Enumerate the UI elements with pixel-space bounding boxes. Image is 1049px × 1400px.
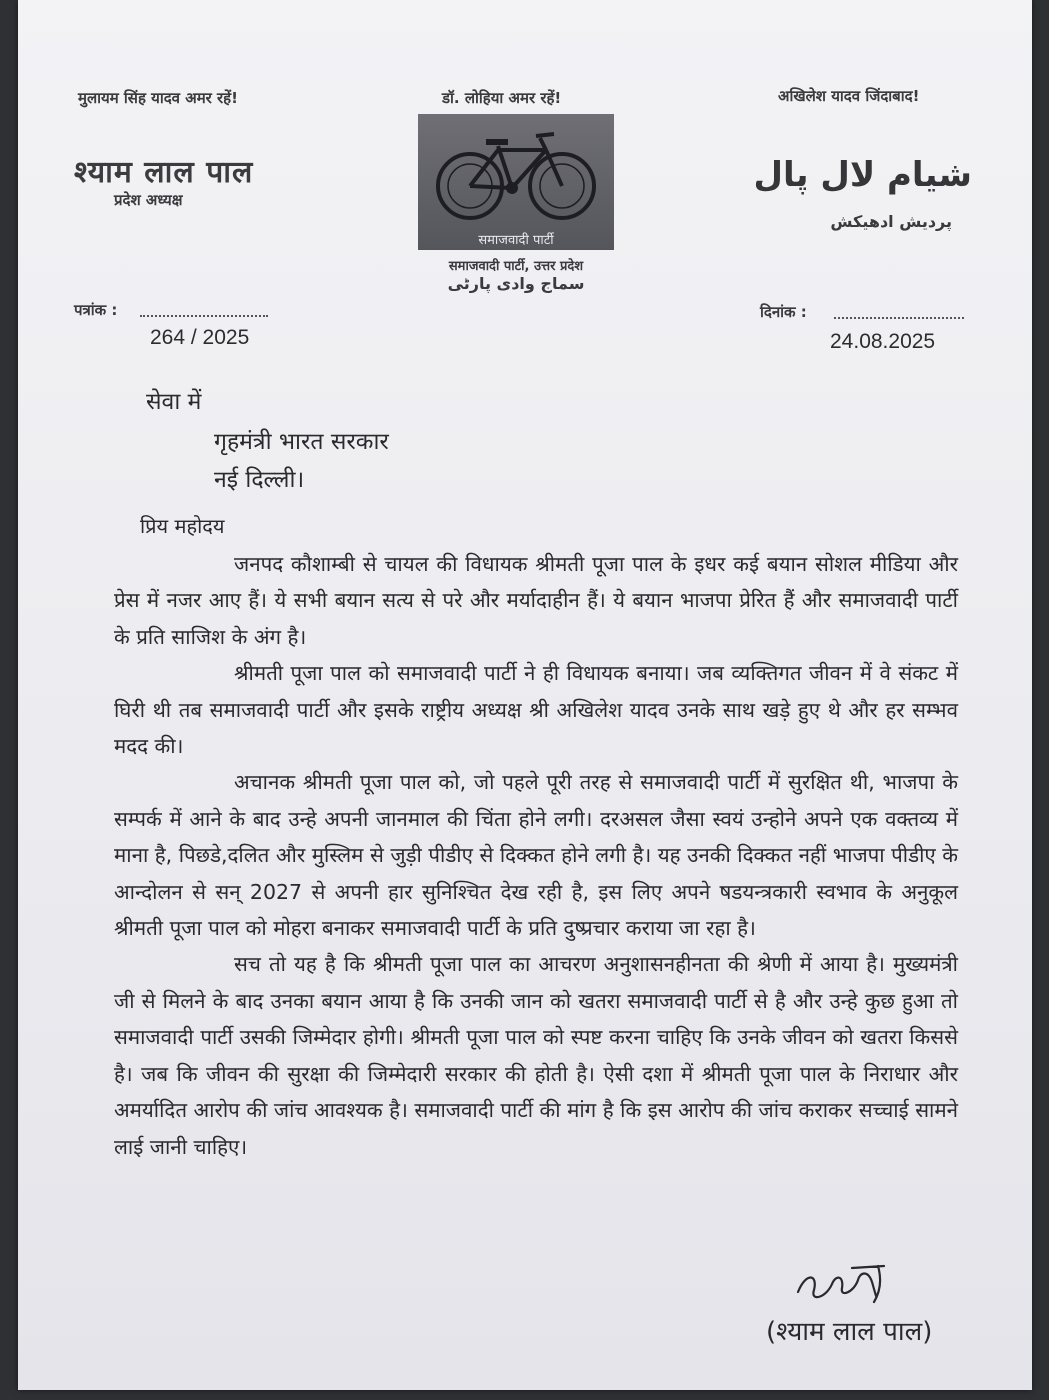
letter-body [114,546,958,1165]
party-name-hindi: समाजवादी पार्टी, उत्तर प्रदेश [448,259,584,274]
paragraph-2: श्रीमती पूजा पाल को समाजवादी पार्टी ने ही विधायक बनाया। जब व्यक्तिगत जीवन में वे संकट में घिरी थी तब समाजवादी पार्टी और इसके राष्ट्रीय अध्यक्ष श्री अखिलेश यादव उनके साथ खड़े हुए थे और हर सम्भव मदद की। [114,661,958,759]
sender-name-urdu: شیام لال پال [753,155,972,195]
ref-label: पत्रांक : [74,301,118,319]
signature-scribble [788,1262,908,1312]
paragraph-1: जनपद कौशाम्बी से चायल की विधायक श्रीमती पूजा पाल के इधर कई बयान सोशल मीडिया और प्रेस में नजर आए हैं। ये सभी बयान सत्य से परे और मर्यादाहीन हैं। ये बयान भाजपा प्रेरित हैं और समाजवादी पार्टी के प्रति साजिश के अंग है। [114,552,958,649]
party-logo [418,114,614,250]
logo-caption: समाजवादी पार्टी [478,233,554,248]
date-value: 24.08.2025 [830,330,936,353]
ref-number: 264 / 2025 [150,326,250,349]
paragraph-4: सच तो यह है कि श्रीमती पूजा पाल का आचरण अनुशासनहीनता की श्रेणी में आया है। मुख्यमंत्री जी से मिलने के बाद उनका बयान आया है कि उनकी जान को खतरा समाजवादी पार्टी से है और उन्हे कुछ हुआ तो समाजवादी पार्टी उसकी जिम्मेदार होगी। श्रीमती पूजा पाल को स्पष्ट करना चाहिए कि उनके जीवन को खतरा किससे है। जब कि जीवन की सुरक्षा की जिम्मेदारी सरकार की होती है। ऐसी दशा में श्रीमती पूजा पाल के निराधार और अमर्यादित आरोप की जांच आवश्यक है। समाजवादी पार्टी की मांग है कि इस आरोप की जांच कराकर सच्चाई सामने लाई जानी चाहिए। [114,952,958,1159]
signatory-name: (श्याम लाल पाल) [766,1317,933,1347]
slogan-right: अखिलेश यादव जिंदाबाद! [778,87,920,105]
party-name-urdu: سماج وادی پارٹی [447,274,585,293]
address-to: सेवा में [146,389,202,415]
date-label: दिनांक : [760,303,807,321]
address-line-2: नई दिल्ली। [214,467,305,493]
paragraph-3: अचानक श्रीमती पूजा पाल को, जो पहले पूरी तरह से समाजवादी पार्टी में सुरक्षित थी, भाजपा के सम्पर्क में आने के बाद उन्हे अपनी जानमाल की चिंता होने लगी। दरअसल जैसा स्वयं उन्होने अपने एक वक्तव्य में माना है, पिछडे,दलित और मुस्लिम से जुड़ी पीडीए से दिक्कत होने लगी है। यह उनकी दिक्कत नहीं भाजपा पीडीए के आन्दोलन से सन् 2027 से अपनी हार सुनिश्चित देख रही है, इस लिए अपने षडयन्त्रकारी स्वभाव के अनुकूल श्रीमती पूजा पाल को मोहरा बनाकर समाजवादी पार्टी के प्रति दुष्प्रचार कराया जा रहा है। [114,770,958,941]
sender-post-urdu: پردیش ادھیکش [830,212,952,231]
sender-post-hindi: प्रदेश अध्यक्ष [114,191,183,209]
date-dotted-line [834,317,964,319]
ref-dotted-line [140,315,268,317]
letter-page [18,0,1032,1390]
slogan-center: डॉ. लोहिया अमर रहें! [442,89,562,107]
bicycle-icon [428,124,604,224]
salutation: प्रिय महोदय [140,514,225,538]
sender-name-hindi: श्याम लाल पाल [74,155,254,190]
slogan-left: मुलायम सिंह यादव अमर रहें! [78,89,238,107]
address-line-1: गृहमंत्री भारत सरकार [214,429,389,455]
